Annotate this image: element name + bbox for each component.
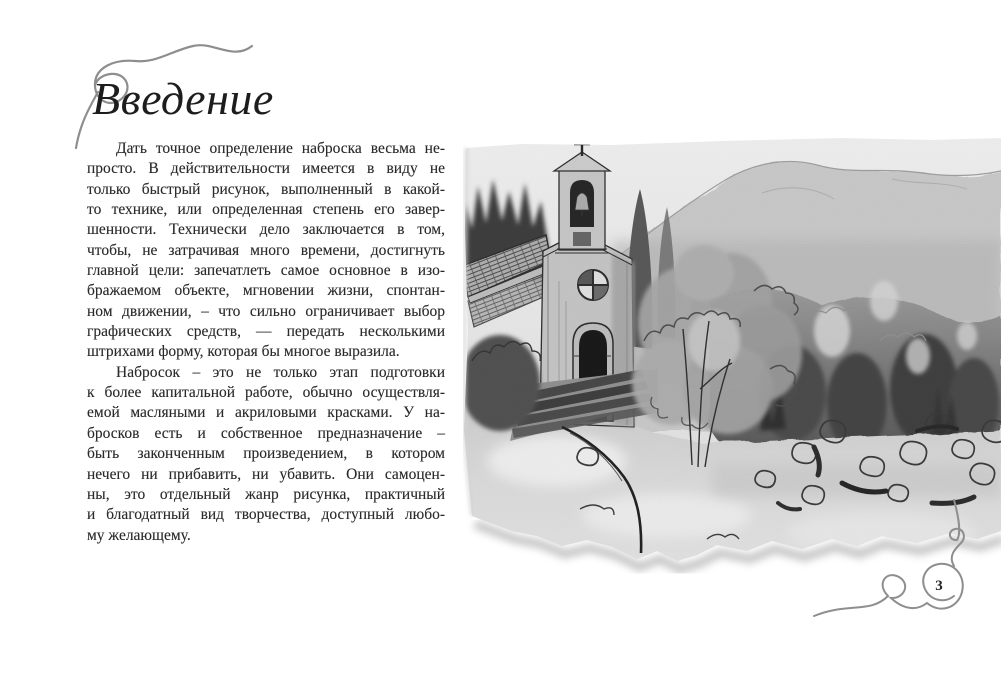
text-line: Набросок – это не только этап подготовки	[116, 363, 445, 381]
text-line: бражаемом объекте, мгновении жизни, спонтан-	[87, 282, 445, 300]
text-line: просто. В действительности имеется в виду не	[87, 160, 445, 178]
text-line: нечего ни прибавить, ни убавить. Они самоцен-	[87, 465, 445, 483]
text-line: шенности. Технически дело заключается в том,	[87, 221, 445, 239]
text-line: чтобы, не затрачивая много времени, достигнуть	[87, 241, 445, 259]
text-line: быть законченным произведением, в котором	[87, 445, 445, 463]
text-line: Дать точное определение наброска весьма не-	[116, 140, 445, 157]
text-line: главной цели: запечатлеть самое основное в изо-	[87, 262, 445, 280]
paragraph	[87, 363, 445, 546]
text-line: то технике, или определенная степень его завер-	[87, 201, 445, 219]
text-line: графических средств, — передать несколькими	[87, 323, 445, 341]
text-line: и благодатный вид творчества, доступный любо-	[87, 506, 445, 524]
text-line: бросков есть и собственное предназначение –	[87, 424, 445, 442]
paragraph	[87, 139, 445, 363]
page-number: 3	[935, 578, 943, 594]
text-line: емой масляными и акриловыми красками. У на-	[87, 404, 445, 422]
text-line: ны, это отдельный жанр рисунка, практичный	[87, 485, 445, 503]
flourish-tail	[950, 500, 964, 566]
page-number-ornament	[808, 492, 1001, 628]
body-text	[87, 139, 445, 546]
text-line: к более капитальной работе, обычно осуществля-	[87, 384, 445, 402]
page-title: Введение	[92, 73, 274, 124]
text-line: ном движении, – что сильно ограничивает выбор	[87, 302, 445, 320]
text-line: штрихами форму, которая бы многое выразила.	[87, 343, 400, 361]
text-line: му желающему.	[87, 526, 191, 544]
text-line: только быстрый рисунок, выполненный в какой-	[87, 180, 445, 198]
